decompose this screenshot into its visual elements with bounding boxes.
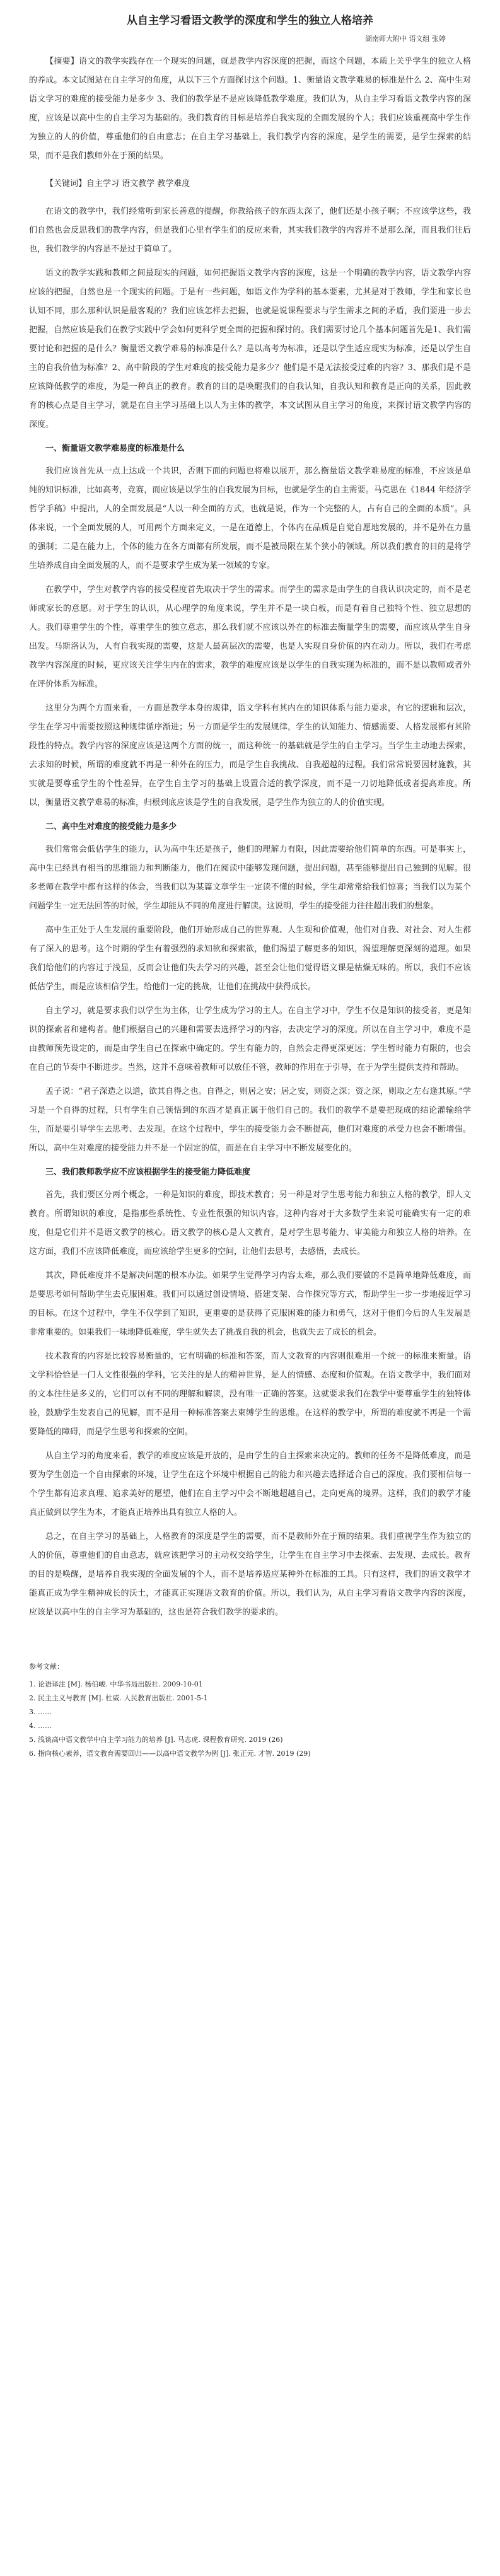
section-1-paragraph: 在教学中，学生对教学内容的接受程度首先取决于学生的需求。而学生的需求是由学生的自我认识决定的，而不是老师或家长的意愿。对于学生的认识，从心理学的角度来说，学生并不是一块白板，而是有着自己独特个性、独立思想的人。我们尊重学生的个性，尊重学生的独立意志，那么我们就不应该以外在的标准去衡量学生的需要，而应该从学生自身出发。马斯洛认为，人有自我实现的需要，这是人最高层次的需要，也是人实现自身价值的内在动力。所以，我们在考虑教学内容深度的时候，更应该关注学生内在的需求，教学的难度应该是以学生的自我实现为标准的，而不是以教师或者外在评价体系为标准。	[29, 585, 471, 689]
references-title: 参考文献：	[29, 1662, 64, 1671]
author-line: 湖南师大附中 语文组 张婷	[365, 35, 446, 43]
section-3-paragraph: 其次，降低难度并不是解决问题的根本办法。如果学生觉得学习内容太难，那么我们要做的不是简单地降低难度，而是要思考如何帮助学生去克服困难。我们可以通过创设情境、搭建支架、合作探究等方式，帮助学生一步一步地接近学习的目标。在这个过程中，学生不仅学到了知识，更重要的是获得了克服困难的能力和勇气，这对于他们今后的人生发展是非常重要的。如果我们一味地降低难度，学生就失去了挑战自我的机会，也就失去了成长的机会。	[29, 1271, 471, 1337]
reference-item: 5. 浅谈高中语文教学中自主学习能力的培养 [J]. 马志虎. 课程教育研究. 2019 (26)	[29, 1736, 283, 1744]
section-1-paragraph: 我们应该首先从一点上达成一个共识，否则下面的问题也将难以展开，那么衡量语文教学难易度的标准，不应该是单纯的知识标准，比如高考，竞赛，而应该是以学生的自我发展为目标，也就是学生的自主需要。马克思在《1844 年经济学哲学手稿》中提出，人的全面发展是“人以一种全面的方式，也就是说，作为一个完整的人，占有自己的全面的本质”。具体来说，一个全面发展的人，可用两个方面来定义，一是在道德上，个体内在品质是自觉自愿地发展的，并不是外在力量的强制；二是在能力上，个体的能力在各方面都有所发展，而不是被局限在某个狭小的领域。所以我们教育的目的是将学生培养成自由全面发展的人，而不是要求学生成为某一领域的专家。	[29, 467, 471, 571]
abstract-text: 语文的教学实践存在一个现实的问题，就是教学内容深度的把握，而这个问题，本质上关乎学生的独立人格的养成。本文试图站在自主学习的角度，从以下三个方面探讨这个问题。1、衡量语文教学难易的标准是什么 2、高中生对语文学习的难度的接受能力是多少 3、我们的教学是不是应该降低教学难度。我们认为，从自主学习看语文教学内容的深度，应该是以高中生的自主学习为基础的。我们教育的目标是培养自我实现的全面发展的个人；我们应该重视高中学生作为独立的人的价值，尊重他们的自由意志；在自主学习基础上，我们教学内容的深度，是学生的需要，是学生探索的结果，而不是我们教师外在于预的结果。	[29, 57, 471, 161]
keywords-text: 自主学习 语文教学 教学难度	[86, 179, 190, 189]
section-1-paragraph: 这里分为两个方面来看，一方面是教学本身的规律，语文学科有其内在的知识体系与能力要求，有它的逻辑和层次，学生在学习中需要按照这种规律循序渐进；另一方面是学生的发展规律，学生的认知能力、情感需要、人格发展都有其阶段性的特点。教学内容的深度应该是这两个方面的统一，而这种统一的基础就是学生的自主学习。当学生主动地去探索，去求知的时候，所谓的难度就不再是一种外在的压力，而是学生自我挑战、自我超越的过程。我们常常说要因材施教，其实就是要尊重学生的个性差异，在学生自主学习的基础上设置合适的教学深度，而不是一刀切地降低或者提高难度。所以，衡量语文教学难易的标准，归根到底应该是学生的自我发展，是学生作为独立的人的价值实现。	[29, 704, 471, 808]
reference-item: 4. ……	[29, 1722, 52, 1730]
section-3-heading: 三、我们教师教学应不应该根据学生的接受能力降低难度	[45, 1168, 251, 1177]
keywords-paragraph	[29, 175, 471, 194]
section-2-heading: 二、高中生对难度的接受能力是多少	[45, 822, 177, 832]
section-3-paragraph: 总之，在自主学习的基础上，人格教育的深度是学生的需要，而不是教师外在于预的结果。我们重视学生作为独立的人的价值，尊重他们的自由意志，就应该把学习的主动权交给学生，让学生在自主学习中去探索、去发现、去成长。教育的目的是唤醒，是培养自我实现的全面发展的个人，而不是培养适应某种外在标准的工具。只有这样，我们的语文教学才能真正成为学生精神成长的沃土，才能真正实现语文教育的价值。所以，我们认为，从自主学习看语文教学内容的深度，应该是以高中生的自主学习为基础的，这也是符合我们教学的要求的。	[29, 1532, 471, 1617]
section-2-paragraph: 孟子说：“君子深造之以道，欲其自得之也。自得之，则居之安；居之安，则资之深；资之深，则取之左右逢其原。”学习是一个自得的过程，只有学生自己领悟到的东西才是真正属于他们自己的。我们的教学不是要把现成的结论灌输给学生，而是要引导学生去思考、去发现。在这个过程中，学生的接受能力会不断提高，他们对难度的承受力也会不断增强。所以，高中生对难度的接受能力并不是一个固定的值，而是在自主学习中不断发展变化的。	[29, 1087, 471, 1153]
section-2-paragraph: 高中生正处于人生发展的重要阶段，他们开始形成自己的世界观、人生观和价值观，他们对自我、对社会、对人生都有了深入的思考。这个时期的学生有着强烈的求知欲和探索欲，他们渴望了解更多的知识，渴望理解更深刻的道理。如果我们给他们的内容过于浅显，反而会让他们失去学习的兴趣，甚至会让他们觉得语文课是枯燥无味的。所以，我们不应该低估学生，而是应该相信学生，给他们一定的挑战，让他们在挑战中获得成长。	[29, 925, 471, 992]
reference-item: 1. 论语译注 [M]. 杨伯峻. 中华书局出版社. 2009-10-01	[29, 1680, 203, 1688]
references	[29, 1660, 471, 1761]
section-2-paragraph: 自主学习，就是要求我们以学生为主体，让学生成为学习的主人。在自主学习中，学生不仅是知识的接受者，更是知识的探索者和建构者。他们根据自己的兴趣和需要去选择学习的内容，去决定学习的深度。所以在自主学习中，难度不是由教师预先设定的，而是由学生自己在探索中确定的。学生有能力的，自然会走得更深更远；学生暂时能力有限的，也会在自己的节奏中不断进步。当然，这并不意味着教师可以放任不管，教师的作用在于引导，在于为学生提供支持和帮助。	[29, 1006, 471, 1072]
intro-paragraph-2: 语文的教学实践和教师之间最现实的问题，如何把握语文教学内容的深度，这是一个明确的教学内容，语文教学内容应该的把握，自然也是一个现实的问题。于是有一些问题，如语文作为学科的基本要素，尤其是对于教师，学生和家长也认知不同，那么那种认识是最客观的？我们应该怎样去把握，也就是说课程要求与学生需求之间的矛盾，我们要进一步去把握，自然应该是我们在教学实践中学会如何更科学更全面的把握和探讨的。我们需要讨论几个基本问题首先是1、我们需要讨论和把握的是什么？衡量语文教学难易的标准是什么？是以高考为标准，还是以学生适应现实为标准，还是以学生自主的自我价值为标准？2、高中阶段的学生对难度的接受能力是多少？他们是不是无法接受过难的内容？3、那我们是不是应该降低教学的难度，为是一种真正的教育。教育的目的是唤醒我们的自我认知，自我认知和教育是正向的关系，因此教育的核心点是自主学习，就是在自主学习基础上以人为主体的教学，本文试图从自主学习的角度，来探讨语文教学内容的深度。	[29, 269, 471, 429]
reference-item: 2. 民主主义与教育 [M]. 杜威. 人民教育出版社. 2001-5-1	[29, 1694, 208, 1702]
abstract-paragraph	[29, 52, 471, 166]
reference-item: 6. 指向核心素养，语文教育需要回归——以高中语文教学为例 [J]. 张正元. 才智. 2019 (29)	[29, 1749, 311, 1758]
section-3-paragraph: 首先，我们要区分两个概念，一种是知识的难度，即技术教育；另一种是对学生思考能力和独立人格的教学，即人文教育。所谓知识的难度，是指那些系统性、专业性很强的知识内容，这种内容对于大多数学生来说可能确实有一定的难度，但是它们并不是语文教学的核心。语文教学的核心是人文教育，是对学生思考能力、审美能力和独立人格的培养。在这方面，我们不应该降低难度，而应该给学生更多的空间，让他们去思考，去感悟，去成长。	[29, 1190, 471, 1256]
intro-paragraph-1: 在语文的教学中，我们经常听到家长善意的提醒，你教给孩子的东西太深了，他们还是小孩子啊；不应该学这些，我们自然也会反思我们的教学内容，但是我们心里有学生们的反应来看，其实我们教学的内容并不是那么深，而且我们往后也，我们教学的内容是不是过于简单了。	[29, 207, 471, 254]
section-1-heading: 一、衡量语文教学难易度的标准是什么	[45, 444, 185, 453]
reference-item: 3. ……	[29, 1708, 52, 1716]
document-title: 从自主学习看语文教学的深度和学生的独立人格培养	[127, 15, 373, 27]
section-3-paragraph: 技术教育的内容是比较容易衡量的，它有明确的标准和答案，而人文教育的内容则很难用一个统一的标准来衡量。语文学科恰恰是一门人文性很强的学科，它关注的是人的精神世界，是人的情感、态度和价值观。在语文教学中，我们面对的文本往往是多义的，它们可以有不同的理解和解读，没有唯一正确的答案。这就要求我们在教学中要尊重学生的独特体验，鼓励学生发表自己的见解，而不是用一种标准答案去束缚学生的思维。在这样的教学中，所谓的难度就不再是一个需要降低的障碍，而是学生思考和探索的空间。	[29, 1352, 471, 1437]
abstract-label: 【摘要】	[45, 57, 79, 66]
keywords-label: 【关键词】	[45, 179, 87, 189]
section-2-paragraph: 我们常常会低估学生的能力，认为高中生还是孩子，他们的理解力有限，因此需要给他们简单的东西。可是事实上，高中生已经具有相当的思维能力和判断能力，他们在阅读中能够发现问题，提出问题，甚至能够提出自己独到的见解。很多老师在教学中都有这样的体会，当我们以为某篇文章学生一定读不懂的时候，学生却常常给我们惊喜；当我们以为某个问题学生一定无法回答的时候，学生却能从不同的角度进行解读。这说明，学生的接受能力往往超出我们的想象。	[29, 845, 471, 911]
section-3-paragraph: 从自主学习的角度来看，教学的难度应该是开放的，是由学生的自主探索来决定的。教师的任务不是降低难度，而是要为学生创造一个自由探索的环境，让学生在这个环境中根据自己的能力和兴趣去选择适合自己的深度。我们要相信每一个学生都有追求真理、追求美好的愿望，他们在自主学习中会不断地超越自己，走向更高的境界。这样，我们的教学才能真正做到以学生为本，才能真正培养出具有独立人格的人。	[29, 1451, 471, 1517]
